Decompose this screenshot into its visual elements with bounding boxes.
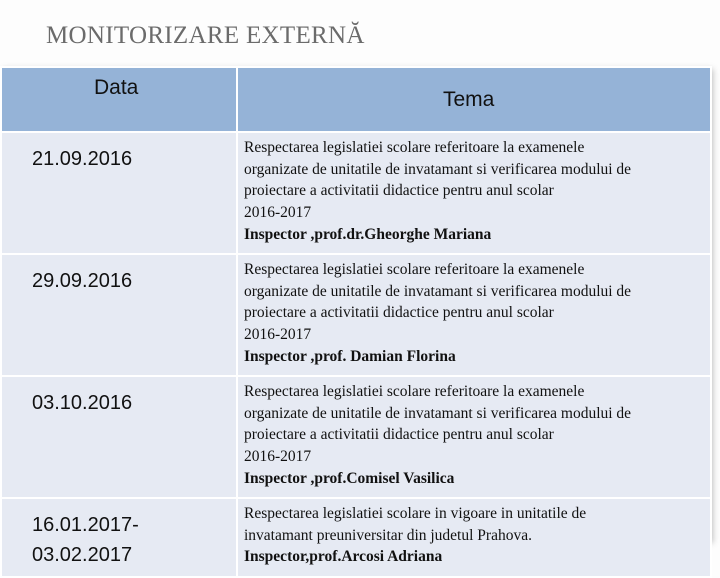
date-text: 29.09.2016 bbox=[32, 270, 133, 292]
monitoring-table bbox=[0, 66, 712, 578]
column-header-topic: Tema bbox=[237, 67, 711, 132]
table-header-row bbox=[1, 67, 711, 132]
topic-description: Respectarea legislatiei scolare referitoare la examenele organizate de unitatile de invatamant si verificarea modului de proiectare a activitatii didactice pentru anul scolar 2016-2017 bbox=[244, 139, 632, 222]
topic-description: Respectarea legislatiei scolare referitoare la examenele organizate de unitatile de invatamant si verificarea modului de proiectare a activitatii didactice pentru anul scolar 2016-2017 bbox=[244, 261, 632, 344]
date-cell bbox=[1, 132, 237, 254]
topic-description: Respectarea legislatiei scolare in vigoare in unitatile de invatamant preuniversitar din judetul Prahova. bbox=[244, 505, 587, 544]
topic-cell bbox=[237, 254, 711, 376]
date-cell bbox=[1, 376, 237, 498]
date-cell bbox=[1, 498, 237, 577]
topic-cell bbox=[237, 132, 711, 254]
table-row bbox=[1, 498, 711, 577]
inspector-name: Inspector ,prof.Comisel Vasilica bbox=[244, 469, 455, 487]
date-text-end: 03.02.2017 bbox=[32, 544, 133, 566]
date-text-start: 16.01.2017- bbox=[32, 514, 139, 536]
table-row bbox=[1, 132, 711, 254]
topic-cell bbox=[237, 498, 711, 577]
monitoring-table-container bbox=[0, 66, 710, 566]
inspector-name: Inspector,prof.Arcosi Adriana bbox=[244, 548, 443, 566]
date-cell bbox=[1, 254, 237, 376]
date-text: 03.10.2016 bbox=[32, 392, 133, 414]
table-row bbox=[1, 254, 711, 376]
date-text: 21.09.2016 bbox=[32, 148, 133, 170]
inspector-name: Inspector ,prof.dr.Gheorghe Mariana bbox=[244, 225, 492, 243]
topic-cell bbox=[237, 376, 711, 498]
table-row bbox=[1, 376, 711, 498]
inspector-name: Inspector ,prof. Damian Florina bbox=[244, 347, 456, 365]
topic-description: Respectarea legislatiei scolare referitoare la examenele organizate de unitatile de invatamant si verificarea modului de proiectare a activitatii didactice pentru anul scolar 2016-2017 bbox=[244, 383, 632, 466]
page-title: MONITORIZARE EXTERNĂ bbox=[46, 22, 365, 49]
column-header-date: Data bbox=[1, 67, 237, 132]
